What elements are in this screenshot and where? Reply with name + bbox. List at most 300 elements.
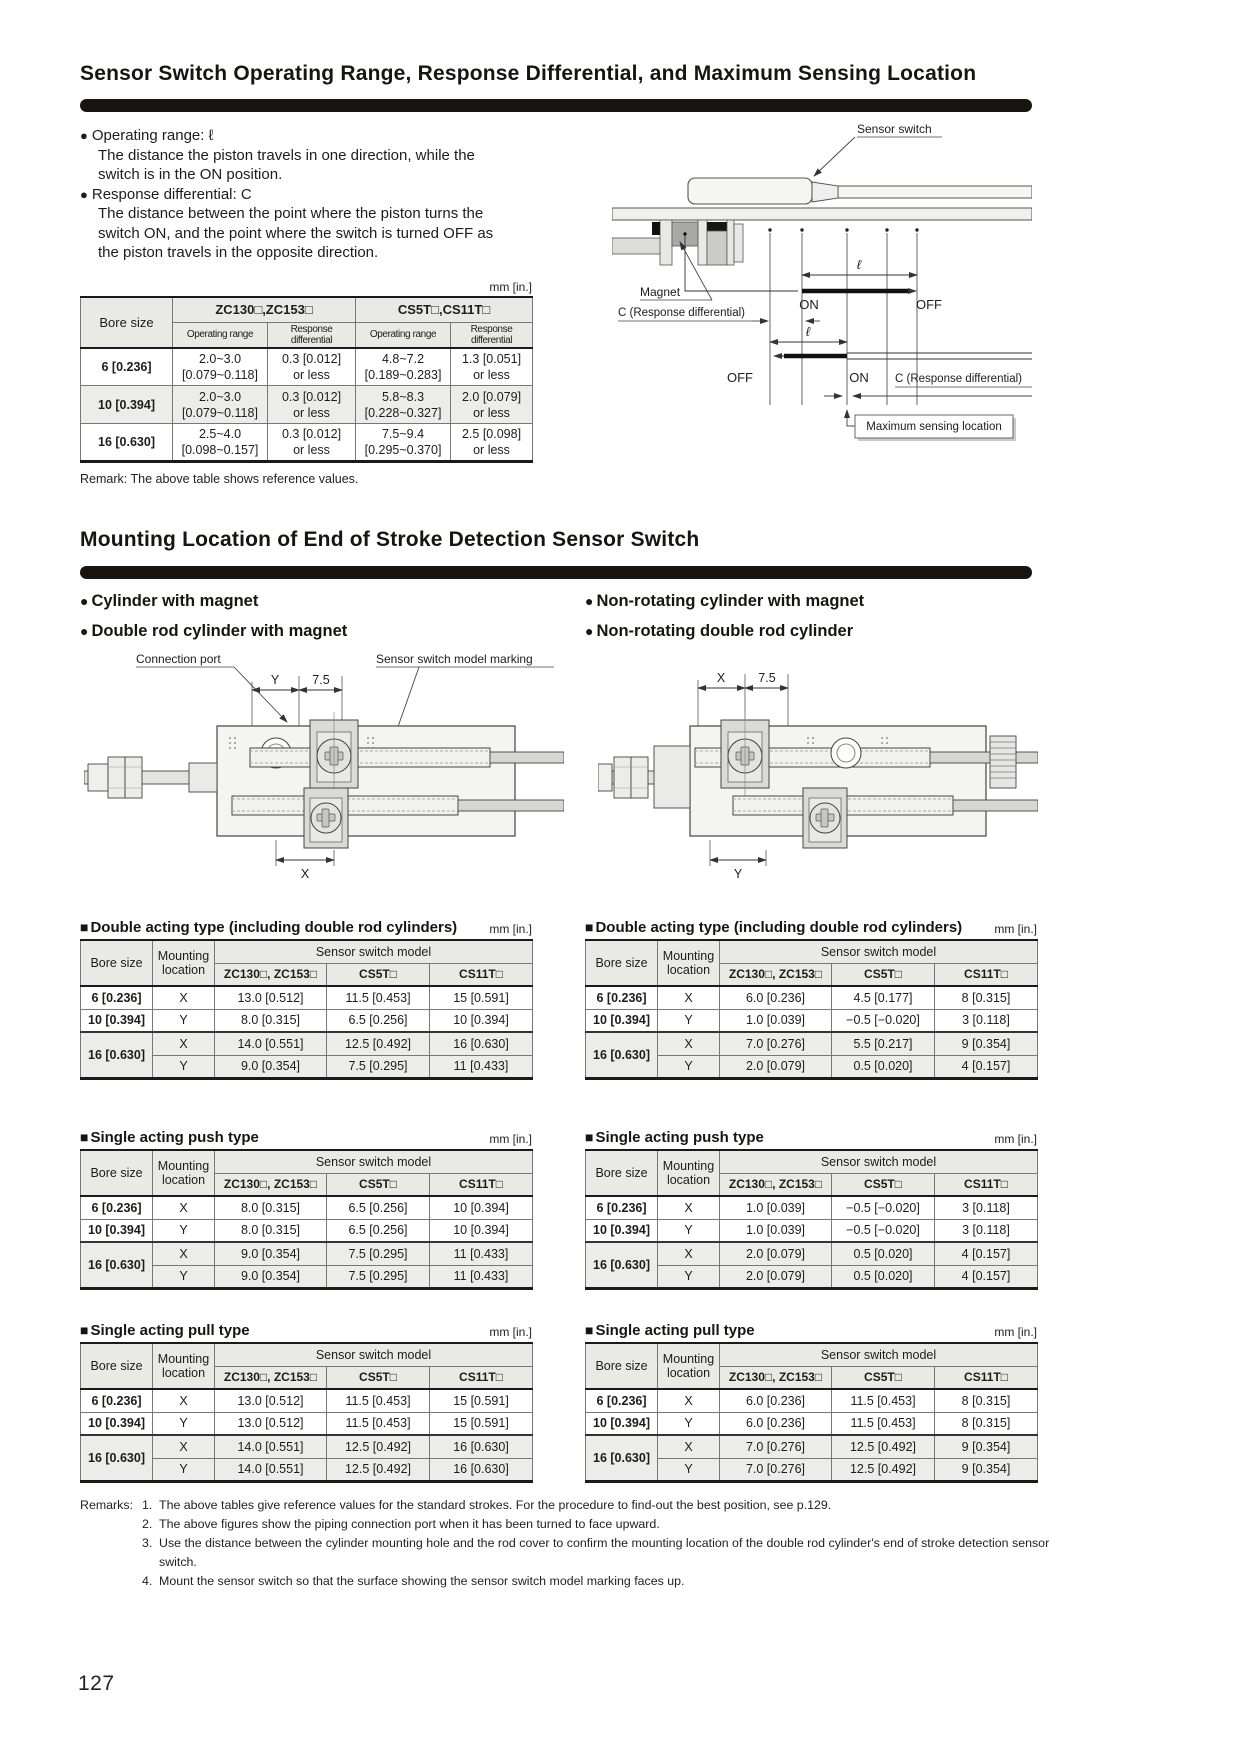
table-row <box>81 1009 533 1032</box>
dimension-value-cell: 11.5 [0.453] <box>832 1389 935 1412</box>
dimension-value-cell: 4 [0.157] <box>935 1265 1038 1288</box>
table-remark: Remark: The above table shows reference values. <box>80 472 359 486</box>
table-row <box>81 1032 533 1055</box>
double-acting-table-left <box>80 910 532 1080</box>
mounting-location-cell: Y <box>658 1412 720 1435</box>
dimension-value-cell: 11.5 [0.453] <box>327 1412 430 1435</box>
dimension-value-cell: 6.0 [0.236] <box>720 1412 832 1435</box>
bore-size-cell: 6 [0.236] <box>81 1196 153 1219</box>
column-header: Operating range <box>356 322 451 348</box>
bore-size-cell: 6 [0.236] <box>586 986 658 1009</box>
operating-range-cell: 5.8~8.3 [0.228~0.327] <box>356 386 451 424</box>
table-row <box>586 1032 1038 1055</box>
dimension-value-cell: 1.0 [0.039] <box>720 1219 832 1242</box>
response-differential-cell: 2.0 [0.079] or less <box>451 386 533 424</box>
mounting-location-table <box>80 939 533 1080</box>
bullet-icon: ● <box>80 186 88 202</box>
dimension-value-cell: 12.5 [0.492] <box>327 1458 430 1481</box>
dimension-value-cell: 1.0 [0.039] <box>720 1009 832 1032</box>
sensor-switch-model-header: Sensor switch model <box>720 940 1038 963</box>
square-bullet-icon: ■ <box>80 919 89 935</box>
dimension-y-label: Y <box>270 673 280 687</box>
dimension-value-cell: 8.0 [0.315] <box>215 1009 327 1032</box>
hex-nut <box>631 757 648 798</box>
title-rule-bar <box>80 99 1032 112</box>
mounting-location-cell: Y <box>658 1458 720 1481</box>
table-row <box>586 1389 1038 1412</box>
table-title-text: Single acting pull type <box>595 1322 755 1339</box>
model-column-header: CS11T□ <box>935 1366 1038 1389</box>
sensor-switch-label: Sensor switch <box>857 122 932 136</box>
table-title-text: Single acting push type <box>595 1129 764 1146</box>
column-header: Response differential <box>451 322 533 348</box>
bore-size-cell: 16 [0.630] <box>586 1435 658 1481</box>
title-rule-bar <box>80 566 1032 579</box>
table-title-text: Single acting pull type <box>90 1322 250 1339</box>
dimension-value-cell: 11.5 [0.453] <box>832 1412 935 1435</box>
column-header: Response differential <box>268 322 356 348</box>
bore-size-header: Bore size <box>586 1343 658 1389</box>
table-row <box>586 1196 1038 1219</box>
dimension-value-cell: 11 [0.433] <box>430 1242 533 1265</box>
off-label: OFF <box>916 297 942 312</box>
remark-text: The above tables give reference values for the standard strokes. For the procedure to find-out the best position, see p.129. <box>159 1498 832 1512</box>
response-differential-cell: 0.3 [0.012] or less <box>268 386 356 424</box>
dimension-value-cell: 6.0 [0.236] <box>720 1389 832 1412</box>
dimension-y-label: Y <box>733 867 743 881</box>
mounting-location-cell: X <box>658 1435 720 1458</box>
cylinder-type-bullets-left <box>80 592 347 641</box>
table-row <box>586 1009 1038 1032</box>
non-rotating-cylinder-figure <box>598 650 1038 885</box>
mounting-location-cell: X <box>658 986 720 1009</box>
dimension-value-cell: 14.0 [0.551] <box>215 1458 327 1481</box>
model-column-header: CS5T□ <box>832 1366 935 1389</box>
magnet-label: Magnet <box>640 285 681 299</box>
table-row <box>81 1219 533 1242</box>
dimension-value-cell: 9 [0.354] <box>935 1032 1038 1055</box>
dimension-x-label: X <box>716 671 726 685</box>
table-row <box>586 1435 1038 1458</box>
bullet-icon: ● <box>80 593 89 609</box>
bore-size-cell: 6 [0.236] <box>586 1389 658 1412</box>
dimension-value-cell: 9.0 [0.354] <box>215 1242 327 1265</box>
sensor-cable <box>838 186 1032 198</box>
response-differential-cell: 0.3 [0.012] or less <box>268 424 356 462</box>
piston-rod <box>612 238 666 254</box>
table-title <box>80 1322 250 1339</box>
square-bullet-icon: ■ <box>80 1129 89 1145</box>
bullet-text: Cylinder with magnet <box>91 592 259 610</box>
hex-nut <box>614 757 631 798</box>
table-row <box>81 1412 533 1435</box>
remark-number: 4. <box>142 1573 153 1588</box>
remark-item <box>80 1534 1055 1572</box>
bullet-text: Double rod cylinder with magnet <box>91 622 348 640</box>
on-label: ON <box>799 297 819 312</box>
operating-range-cell: 2.5~4.0 [0.098~0.157] <box>173 424 268 462</box>
note-line: switch is in the ON position. <box>98 166 283 183</box>
note-line: switch ON, and the point where the switch is turned OFF as <box>98 224 494 242</box>
dimension-value-cell: 8 [0.315] <box>935 1389 1038 1412</box>
dimension-value-cell: 10 [0.394] <box>430 1219 533 1242</box>
remarks-block <box>80 1496 1055 1591</box>
dimension-value-cell: 12.5 [0.492] <box>832 1435 935 1458</box>
cylinder-type-bullets-right <box>585 592 864 641</box>
on-label: ON <box>849 370 869 385</box>
hex-nut <box>125 757 142 798</box>
table-title <box>585 1322 755 1339</box>
model-column-header: CS5T□ <box>327 963 430 986</box>
dimension-value-cell: 1.0 [0.039] <box>720 1196 832 1219</box>
dimension-value-cell: 2.0 [0.079] <box>720 1242 832 1265</box>
model-group-header: ZC130□,ZC153□ <box>173 297 356 322</box>
dimension-value-cell: 15 [0.591] <box>430 1412 533 1435</box>
page-title: Sensor Switch Operating Range, Response Differential, and Maximum Sensing Location <box>80 62 977 85</box>
response-differential-note <box>80 185 580 263</box>
dimension-value-cell: 16 [0.630] <box>430 1435 533 1458</box>
mounting-location-cell: Y <box>658 1009 720 1032</box>
bullet-item <box>585 592 864 611</box>
unit-label: mm [in.] <box>489 922 532 936</box>
model-group-header: CS5T□,CS11T□ <box>356 297 533 322</box>
dimension-x-label: X <box>300 867 310 881</box>
page-number: 127 <box>78 1672 115 1695</box>
dimension-value-cell: 7.5 [0.295] <box>327 1055 430 1078</box>
mounting-location-cell: X <box>153 1032 215 1055</box>
max-sensing-location-label: Maximum sensing location <box>866 421 1002 433</box>
table-row <box>81 1435 533 1458</box>
remark-text: The above figures show the piping connection port when it has been turned to face upward. <box>159 1516 660 1531</box>
bore-size-cell: 16 [0.630] <box>81 1032 153 1078</box>
dimension-value-cell: 3 [0.118] <box>935 1219 1038 1242</box>
dimension-value-cell: 11.5 [0.453] <box>327 986 430 1009</box>
bore-size-header: Bore size <box>81 1150 153 1196</box>
dimension-value-cell: 8.0 [0.315] <box>215 1196 327 1219</box>
mounting-location-cell: Y <box>658 1055 720 1078</box>
mounting-location-cell: X <box>658 1032 720 1055</box>
cylinder-with-magnet-figure <box>84 650 564 885</box>
bore-size-cell: 16 [0.630] <box>586 1032 658 1078</box>
dimension-value-cell: 16 [0.630] <box>430 1458 533 1481</box>
mounting-location-cell: Y <box>153 1458 215 1481</box>
dimension-value-cell: 16 [0.630] <box>430 1032 533 1055</box>
table-row <box>81 986 533 1009</box>
bullet-item <box>585 622 864 641</box>
dimension-value-cell: 0.5 [0.020] <box>832 1265 935 1288</box>
knurled-cap <box>990 736 1016 788</box>
note-line: the piston travels in the opposite direction. <box>98 244 379 261</box>
unit-label: mm [in.] <box>994 922 1037 936</box>
operating-range-cell: 2.0~3.0 [0.079~0.118] <box>173 386 268 424</box>
dimension-value-cell: 11 [0.433] <box>430 1265 533 1288</box>
table-title <box>585 1129 764 1146</box>
dimension-value-cell: 7.5 [0.295] <box>327 1242 430 1265</box>
bore-size-header: Bore size <box>586 1150 658 1196</box>
model-column-header: ZC130□, ZC153□ <box>215 1173 327 1196</box>
table-row <box>586 986 1038 1009</box>
dimension-value-cell: 5.5 [0.217] <box>832 1032 935 1055</box>
operating-range-symbol: ℓ <box>805 324 811 339</box>
cylinder-tube <box>612 208 1032 220</box>
dimension-value-cell: 4 [0.157] <box>935 1242 1038 1265</box>
sensor-switch-model-header: Sensor switch model <box>720 1343 1038 1366</box>
dimension-value-cell: 6.0 [0.236] <box>720 986 832 1009</box>
dimension-value-cell: 7.0 [0.276] <box>720 1435 832 1458</box>
response-differential-cell: 1.3 [0.051] or less <box>451 348 533 386</box>
mounting-location-cell: X <box>658 1389 720 1412</box>
mounting-location-cell: Y <box>658 1265 720 1288</box>
mounting-location-cell: X <box>153 1389 215 1412</box>
model-column-header: ZC130□, ZC153□ <box>215 963 327 986</box>
table-title-text: Double acting type (including double rod cylinders) <box>90 919 458 936</box>
bore-size-cell: 16 [0.630] <box>81 1435 153 1481</box>
square-bullet-icon: ■ <box>585 1322 594 1338</box>
dimension-value-cell: 6.5 [0.256] <box>327 1219 430 1242</box>
dimension-value-cell: 11.5 [0.453] <box>327 1389 430 1412</box>
sensor-switch-model-header: Sensor switch model <box>215 1343 533 1366</box>
hex-nut <box>108 757 125 798</box>
dimension-value-cell: 2.0 [0.079] <box>720 1055 832 1078</box>
operating-range-note <box>80 126 580 185</box>
model-column-header: CS11T□ <box>430 1173 533 1196</box>
dimension-7-5-label: 7.5 <box>758 671 776 685</box>
response-differential-left-label: C (Response differential) <box>618 307 745 319</box>
bore-size-header: Bore size <box>81 297 173 348</box>
model-column-header: ZC130□, ZC153□ <box>720 1173 832 1196</box>
mounting-location-cell: Y <box>153 1412 215 1435</box>
remarks-prefix: Remarks: <box>80 1498 134 1512</box>
single-acting-pull-table-left <box>80 1313 532 1483</box>
off-label: OFF <box>727 370 753 385</box>
sensor-switch-model-marking-label: Sensor switch model marking <box>376 652 533 666</box>
model-column-header: ZC130□, ZC153□ <box>720 963 832 986</box>
remark-number: 1. <box>142 1498 153 1512</box>
dimension-value-cell: 9 [0.354] <box>935 1435 1038 1458</box>
model-column-header: CS5T□ <box>832 1173 935 1196</box>
dimension-value-cell: 12.5 [0.492] <box>327 1032 430 1055</box>
operating-range-cell: 2.0~3.0 [0.079~0.118] <box>173 348 268 386</box>
cylinder-body <box>217 726 515 836</box>
mounting-location-header: Mounting location <box>153 1343 215 1389</box>
mounting-location-table <box>80 1149 533 1290</box>
table-row <box>81 424 533 462</box>
unit-label: mm [in.] <box>489 1132 532 1146</box>
dimension-value-cell: 6.5 [0.256] <box>327 1196 430 1219</box>
mounting-location-cell: Y <box>153 1265 215 1288</box>
response-differential-label-text: Response differential: C <box>91 185 252 203</box>
dimension-value-cell: 4.5 [0.177] <box>832 986 935 1009</box>
unit-label: mm [in.] <box>489 1325 532 1339</box>
dimension-value-cell: 8 [0.315] <box>935 986 1038 1009</box>
operating-range-symbol: ℓ <box>856 257 862 272</box>
dimension-value-cell: 8.0 [0.315] <box>215 1219 327 1242</box>
table-title-text: Single acting push type <box>90 1129 259 1146</box>
bullet-icon: ● <box>585 593 594 609</box>
single-acting-push-table-left <box>80 1120 532 1290</box>
model-column-header: ZC130□, ZC153□ <box>215 1366 327 1389</box>
operating-range-table-block <box>80 280 532 463</box>
dimension-value-cell: 6.5 [0.256] <box>327 1009 430 1032</box>
note-line: The distance the piston travels in one direction, while the <box>98 146 475 164</box>
square-bullet-icon: ■ <box>585 919 594 935</box>
dimension-value-cell: 12.5 [0.492] <box>832 1458 935 1481</box>
dimension-value-cell: 15 [0.591] <box>430 986 533 1009</box>
mounting-location-header: Mounting location <box>153 940 215 986</box>
double-acting-table-right <box>585 910 1037 1080</box>
operating-range-figure <box>612 120 1032 450</box>
dimension-value-cell: 10 [0.394] <box>430 1196 533 1219</box>
square-bullet-icon: ■ <box>80 1322 89 1338</box>
unit-label: mm [in.] <box>994 1132 1037 1146</box>
table-title <box>80 919 457 936</box>
mounting-location-cell: Y <box>153 1055 215 1078</box>
mounting-location-cell: Y <box>153 1219 215 1242</box>
mounting-location-cell: X <box>658 1196 720 1219</box>
bullet-text: Non-rotating double rod cylinder <box>596 622 854 640</box>
dimension-value-cell: 7.0 [0.276] <box>720 1032 832 1055</box>
model-column-header: CS5T□ <box>327 1366 430 1389</box>
dimension-value-cell: 7.0 [0.276] <box>720 1458 832 1481</box>
dimension-value-cell: 0.5 [0.020] <box>832 1242 935 1265</box>
dimension-value-cell: 9.0 [0.354] <box>215 1055 327 1078</box>
bore-size-cell: 10 [0.394] <box>586 1219 658 1242</box>
table-row <box>586 1412 1038 1435</box>
table-row <box>81 348 533 386</box>
mounting-location-table <box>585 939 1038 1080</box>
remark-text: Use the distance between the cylinder mounting hole and the rod cover to confirm the mounting location of the double rod cylinder's end of stroke detection sensor switch. <box>159 1535 1050 1569</box>
bullet-icon: ● <box>80 128 88 143</box>
operating-range-cell: 7.5~9.4 [0.295~0.370] <box>356 424 451 462</box>
dimension-value-cell: 14.0 [0.551] <box>215 1435 327 1458</box>
bore-size-header: Bore size <box>81 940 153 986</box>
bullet-item <box>80 622 347 641</box>
note-line: The distance between the point where the piston turns the <box>98 205 484 222</box>
mounting-location-header: Mounting location <box>153 1150 215 1196</box>
operating-range-table <box>80 296 533 463</box>
dimension-value-cell: 8 [0.315] <box>935 1412 1038 1435</box>
rod-cover-flange <box>654 746 690 808</box>
bore-size-cell: 6 [0.236] <box>81 986 153 1009</box>
mounting-location-table <box>80 1342 533 1483</box>
dimension-value-cell: 3 [0.118] <box>935 1009 1038 1032</box>
sensor-switch-model-header: Sensor switch model <box>215 940 533 963</box>
bullet-text: Non-rotating cylinder with magnet <box>596 592 865 610</box>
dimension-value-cell: 14.0 [0.551] <box>215 1032 327 1055</box>
mounting-location-cell: X <box>153 1196 215 1219</box>
bore-size-header: Bore size <box>81 1343 153 1389</box>
dimension-value-cell: 9.0 [0.354] <box>215 1265 327 1288</box>
bullet-icon: ● <box>80 623 89 639</box>
table-title <box>585 919 962 936</box>
bore-size-cell: 10 [0.394] <box>81 1009 153 1032</box>
dimension-value-cell: 7.5 [0.295] <box>327 1265 430 1288</box>
table-row <box>81 1242 533 1265</box>
mounting-location-cell: Y <box>658 1219 720 1242</box>
bullet-icon: ● <box>585 623 594 639</box>
bore-size-cell: 10 [0.394] <box>81 1219 153 1242</box>
mounting-location-table <box>585 1149 1038 1290</box>
mounting-location-cell: Y <box>153 1009 215 1032</box>
response-differential-cell: 0.3 [0.012] or less <box>268 348 356 386</box>
remark-number: 3. <box>142 1535 153 1550</box>
unit-label: mm [in.] <box>994 1325 1037 1339</box>
bore-size-cell: 10 [0.394] <box>81 1412 153 1435</box>
response-differential-right-label: C (Response differential) <box>895 373 1022 385</box>
table-title-text: Double acting type (including double rod cylinders) <box>595 919 963 936</box>
square-bullet-icon: ■ <box>585 1129 594 1145</box>
mounting-hole <box>831 738 861 768</box>
column-header: Operating range <box>173 322 268 348</box>
dimension-value-cell: 2.0 [0.079] <box>720 1265 832 1288</box>
model-column-header: CS5T□ <box>327 1173 430 1196</box>
dimension-value-cell: 10 [0.394] <box>430 1009 533 1032</box>
remark-item <box>80 1515 1055 1534</box>
dimension-value-cell: 3 [0.118] <box>935 1196 1038 1219</box>
model-column-header: CS11T□ <box>935 963 1038 986</box>
response-differential-cell: 2.5 [0.098] or less <box>451 424 533 462</box>
dimension-value-cell: −0.5 [−0.020] <box>832 1196 935 1219</box>
sensor-switch-model-header: Sensor switch model <box>720 1150 1038 1173</box>
bore-size-cell: 6 [0.236] <box>81 1389 153 1412</box>
intro-bullets <box>80 126 580 263</box>
sensor-switch-body <box>688 178 812 204</box>
dimension-value-cell: −0.5 [−0.020] <box>832 1009 935 1032</box>
model-column-header: CS11T□ <box>430 963 533 986</box>
bore-size-cell: 10 [0.394] <box>81 386 173 424</box>
bore-size-cell: 16 [0.630] <box>81 424 173 462</box>
table-row <box>586 1219 1038 1242</box>
mounting-location-cell: X <box>153 986 215 1009</box>
model-column-header: CS11T□ <box>935 1173 1038 1196</box>
single-acting-push-table-right <box>585 1120 1037 1290</box>
remark-text: Mount the sensor switch so that the surface showing the sensor switch model marking faces up. <box>159 1573 685 1588</box>
sensor-switch-model-header: Sensor switch model <box>215 1150 533 1173</box>
remark-item <box>80 1496 1055 1515</box>
dimension-value-cell: 13.0 [0.512] <box>215 1389 327 1412</box>
table-row <box>81 1196 533 1219</box>
model-column-header: CS5T□ <box>832 963 935 986</box>
operating-range-label <box>80 126 580 146</box>
bore-size-cell: 16 [0.630] <box>586 1242 658 1288</box>
section-title: Mounting Location of End of Stroke Detection Sensor Switch <box>80 528 700 551</box>
table-row <box>586 1242 1038 1265</box>
response-differential-label <box>80 185 580 205</box>
dimension-value-cell: 11 [0.433] <box>430 1055 533 1078</box>
mounting-location-table <box>585 1342 1038 1483</box>
remark-number: 2. <box>142 1516 153 1531</box>
connection-port-label: Connection port <box>136 652 221 666</box>
bore-size-header: Bore size <box>586 940 658 986</box>
operating-range-label-text: Operating range: ℓ <box>91 127 214 144</box>
dimension-value-cell: 9 [0.354] <box>935 1458 1038 1481</box>
dimension-value-cell: −0.5 [−0.020] <box>832 1219 935 1242</box>
mounting-location-header: Mounting location <box>658 940 720 986</box>
model-column-header: ZC130□, ZC153□ <box>720 1366 832 1389</box>
mounting-location-header: Mounting location <box>658 1150 720 1196</box>
bore-size-cell: 10 [0.394] <box>586 1009 658 1032</box>
mounting-location-cell: X <box>153 1435 215 1458</box>
bore-size-cell: 16 [0.630] <box>81 1242 153 1288</box>
bore-size-cell: 10 [0.394] <box>586 1412 658 1435</box>
dimension-7-5-label: 7.5 <box>312 673 330 687</box>
dimension-value-cell: 12.5 [0.492] <box>327 1435 430 1458</box>
dimension-value-cell: 13.0 [0.512] <box>215 986 327 1009</box>
dimension-value-cell: 13.0 [0.512] <box>215 1412 327 1435</box>
mounting-location-cell: X <box>153 1242 215 1265</box>
dimension-value-cell: 4 [0.157] <box>935 1055 1038 1078</box>
model-column-header: CS11T□ <box>430 1366 533 1389</box>
